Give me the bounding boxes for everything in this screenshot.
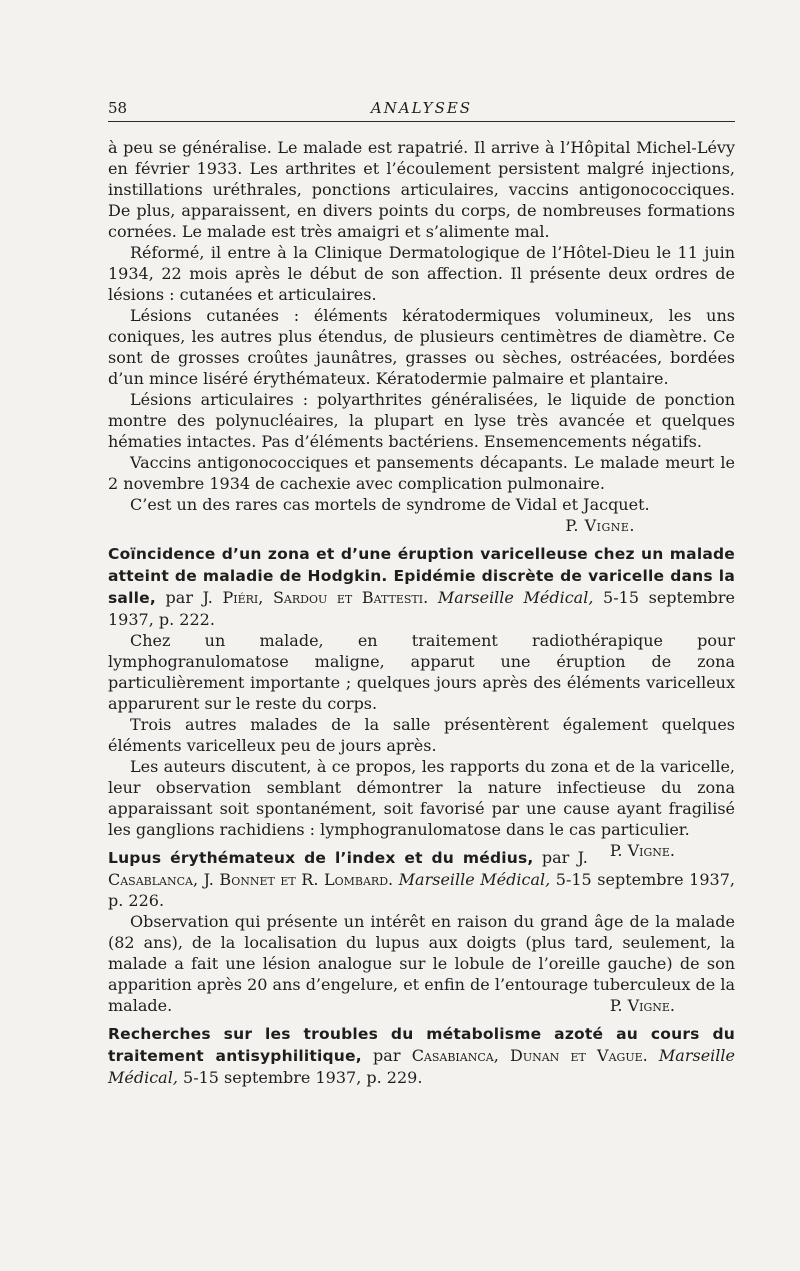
page-header — [108, 95, 735, 122]
entry-by: par — [541, 848, 570, 867]
running-title: ANALYSES — [370, 99, 473, 117]
signature: P. Vigne. — [609, 841, 675, 860]
entry-title: Lupus érythémateux de l’index et du médius, — [108, 849, 534, 867]
entry-heading — [108, 543, 735, 630]
paragraph-text: Observation qui présente un intérêt en raison du grand âge de la malade (82 ans), de la localisation du lupus aux doigts (plus tard, seulement, la malade a fait une lésion analogue sur le lobule de l’oreille gauche) de son apparition après 20 ans d’engelure, et enfin de l’entourage tuberculeux de la malade. — [108, 912, 735, 1015]
entry-journal: Marseille Médical, — [108, 1046, 735, 1087]
entry-citation: 5-15 septembre 1937, p. 229. — [183, 1068, 423, 1087]
signature: P. Vigne. — [609, 996, 675, 1015]
intro-section — [108, 137, 735, 536]
paragraph: à peu se généralise. Le malade est rapatrié. Il arrive à l’Hôpital Michel-Lévy en février 1933. Les arthrites et l’écoulement persistent malgré injections, instillations uréthrales, ponctions articulaires, vaccins antigonococciques. De plus, apparaissent, en divers points du corps, de nombreuses formations cornées. Le malade est très amaigri et s’alimente mal. — [108, 138, 735, 241]
article-entry — [108, 847, 735, 1016]
entry-title: Coïncidence d’un zona et d’une éruption varicelleuse chez un malade atteint de maladie de Hodgkin. Epidémie discrète de varicelle dans la salle, — [108, 545, 735, 607]
paragraph — [108, 911, 735, 1016]
paragraph: Lésions articulaires : polyarthrites généralisées, le liquide de ponction montre des polynucléaires, la plupart en lyse très avancée et quelques hématies intactes. Pas d’éléments bactériens. Ensemencements négatifs. — [108, 390, 735, 451]
entry-authors: J. Piéri, Sardou et Battesti. — [202, 588, 429, 607]
entry-authors: Casabianca, Dunan et Vague. — [411, 1046, 648, 1065]
entry-heading — [108, 1023, 735, 1088]
article-entry — [108, 1023, 735, 1088]
entry-journal: Marseille Médical, — [398, 870, 551, 889]
paragraph-text: Les auteurs discutent, à ce propos, les rapports du zona et de la varicelle, leur observation semblant démontrer la nature infectieuse du zona apparaissant soit spontanément, soit favorisé par une cause ayant fragilisé les ganglions rachidiens : lymphogranulomatose dans le cas particulier. — [108, 757, 735, 839]
paragraph: Chez un malade, en traitement radiothérapique pour lymphogranulomatose maligne, apparut une éruption de zona particulièrement importante ; quelques jours après des éléments varicelleux apparurent sur le reste du corps. — [108, 631, 735, 713]
page-number: 58 — [108, 99, 128, 117]
paragraph: Réformé, il entre à la Clinique Dermatologique de l’Hôtel-Dieu le 11 juin 1934, 22 mois après le début de son affection. Il présente deux ordres de lésions : cutanées et articulaires. — [108, 243, 735, 304]
entry-citation: 5-15 septembre 1937, p. 226. — [108, 870, 735, 910]
entry-citation: 5-15 septembre 1937, p. 222. — [108, 588, 735, 629]
document-page — [108, 95, 735, 1088]
paragraph: Vaccins antigonococciques et pansements décapants. Le malade meurt le 2 novembre 1934 de cachexie avec complication pulmonaire. — [108, 453, 735, 493]
paragraph: Lésions cutanées : éléments kératodermiques volumineux, les uns coniques, les autres plus étendus, de plusieurs centimètres de diamètre. Ce sont de grosses croûtes jaunâtres, grasses ou sèches, ostréacées, bordées d’un mince liséré érythémateux. Kératodermie palmaire et plantaire. — [108, 306, 735, 388]
paragraph: C’est un des rares cas mortels de syndrome de Vidal et Jacquet. — [130, 495, 650, 514]
entry-by: par — [165, 588, 193, 607]
signature: P. Vigne. — [565, 516, 635, 535]
entry-title: Recherches sur les troubles du métabolisme azoté au cours du traitement antisyphilitique, — [108, 1025, 735, 1065]
paragraph: Trois autres malades de la salle présentèrent également quelques éléments varicelleux peu de jours après. — [108, 715, 735, 755]
entry-journal: Marseille Médical, — [437, 588, 594, 607]
entry-authors: J. Casablanca, J. Bonnet et R. Lombard. — [108, 848, 588, 889]
entry-by: par — [373, 1046, 401, 1065]
page-body — [108, 137, 735, 1088]
